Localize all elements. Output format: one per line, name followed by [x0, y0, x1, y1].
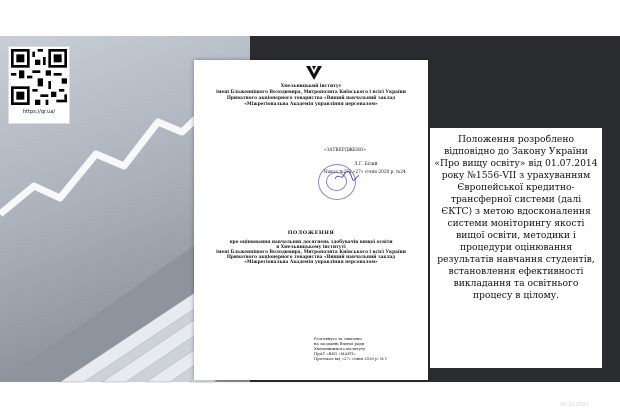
- caption-text: Положення розроблено відповідно до Закону України «Про вищу освіту» від 01.07.2014 року №1556-VII з урахуванням Європейської кредитно-трансферної системи (далі ЄКТС) з метою вдосконалення системи моніторингу якості вищої освіти, методики і процедури оцінювання результатів навчання студентів, встановлення ефективності викладання та освітнього процесу в цілому.: [434, 134, 598, 301]
- doc-title: ПОЛОЖЕННЯ: [287, 230, 335, 236]
- doc-header-line: Хмельницький інститут: [280, 84, 342, 89]
- slide-date: 05.10.2021: [560, 402, 589, 408]
- doc-header-line: Приватного акціонерного товариства «Вищий навчальний заклад: [226, 96, 396, 101]
- qr-code-label: https://qr.ua/: [22, 109, 56, 115]
- doc-footer-line: Хмельницького інституту: [314, 346, 366, 351]
- doc-body-line: імені Блаженнішого Володимира, Митрополита Київського і всієї України: [216, 250, 406, 255]
- slide: [0, 36, 620, 408]
- doc-footer-line: Протокол від «27» січня 2020 р. № 1: [314, 356, 388, 361]
- doc-body-line: про оцінювання навчальних досягнень здобувачів вищої освіти: [229, 240, 393, 245]
- signature-scribble: [334, 170, 360, 182]
- doc-body-line: Приватного акціонерного товариства «Вищий навчальний заклад: [226, 255, 396, 260]
- doc-footer-line: Розглянуто та схвалено: [314, 336, 362, 341]
- doc-body-line: «Міжрегіональна Академія управління персоналом»: [244, 260, 378, 265]
- doc-header-line: «Міжрегіональна Академія управління персоналом»: [244, 102, 378, 107]
- institute-logo-icon: [304, 64, 324, 82]
- doc-header-line: імені Блаженнішого Володимира, Митрополита Київського і всієї України: [216, 90, 406, 95]
- caption-box: [430, 128, 602, 368]
- qr-code-icon: [11, 49, 67, 105]
- approval-signature: Л.Г. Білий: [354, 162, 378, 167]
- approval-order: Наказ №27а «27» січня 2020 р. №24: [324, 170, 406, 175]
- approval-title: «ЗАТВЕРДЖЕНО»: [324, 148, 366, 153]
- document-page: [194, 60, 428, 380]
- qr-code[interactable]: [8, 46, 70, 124]
- doc-footer-line: на засіданні Вченої ради: [314, 341, 365, 346]
- doc-body-line: в Хмельницькому інституті: [276, 245, 346, 250]
- doc-footer-line: ПрАТ «ВНЗ «МАУП»: [314, 351, 356, 356]
